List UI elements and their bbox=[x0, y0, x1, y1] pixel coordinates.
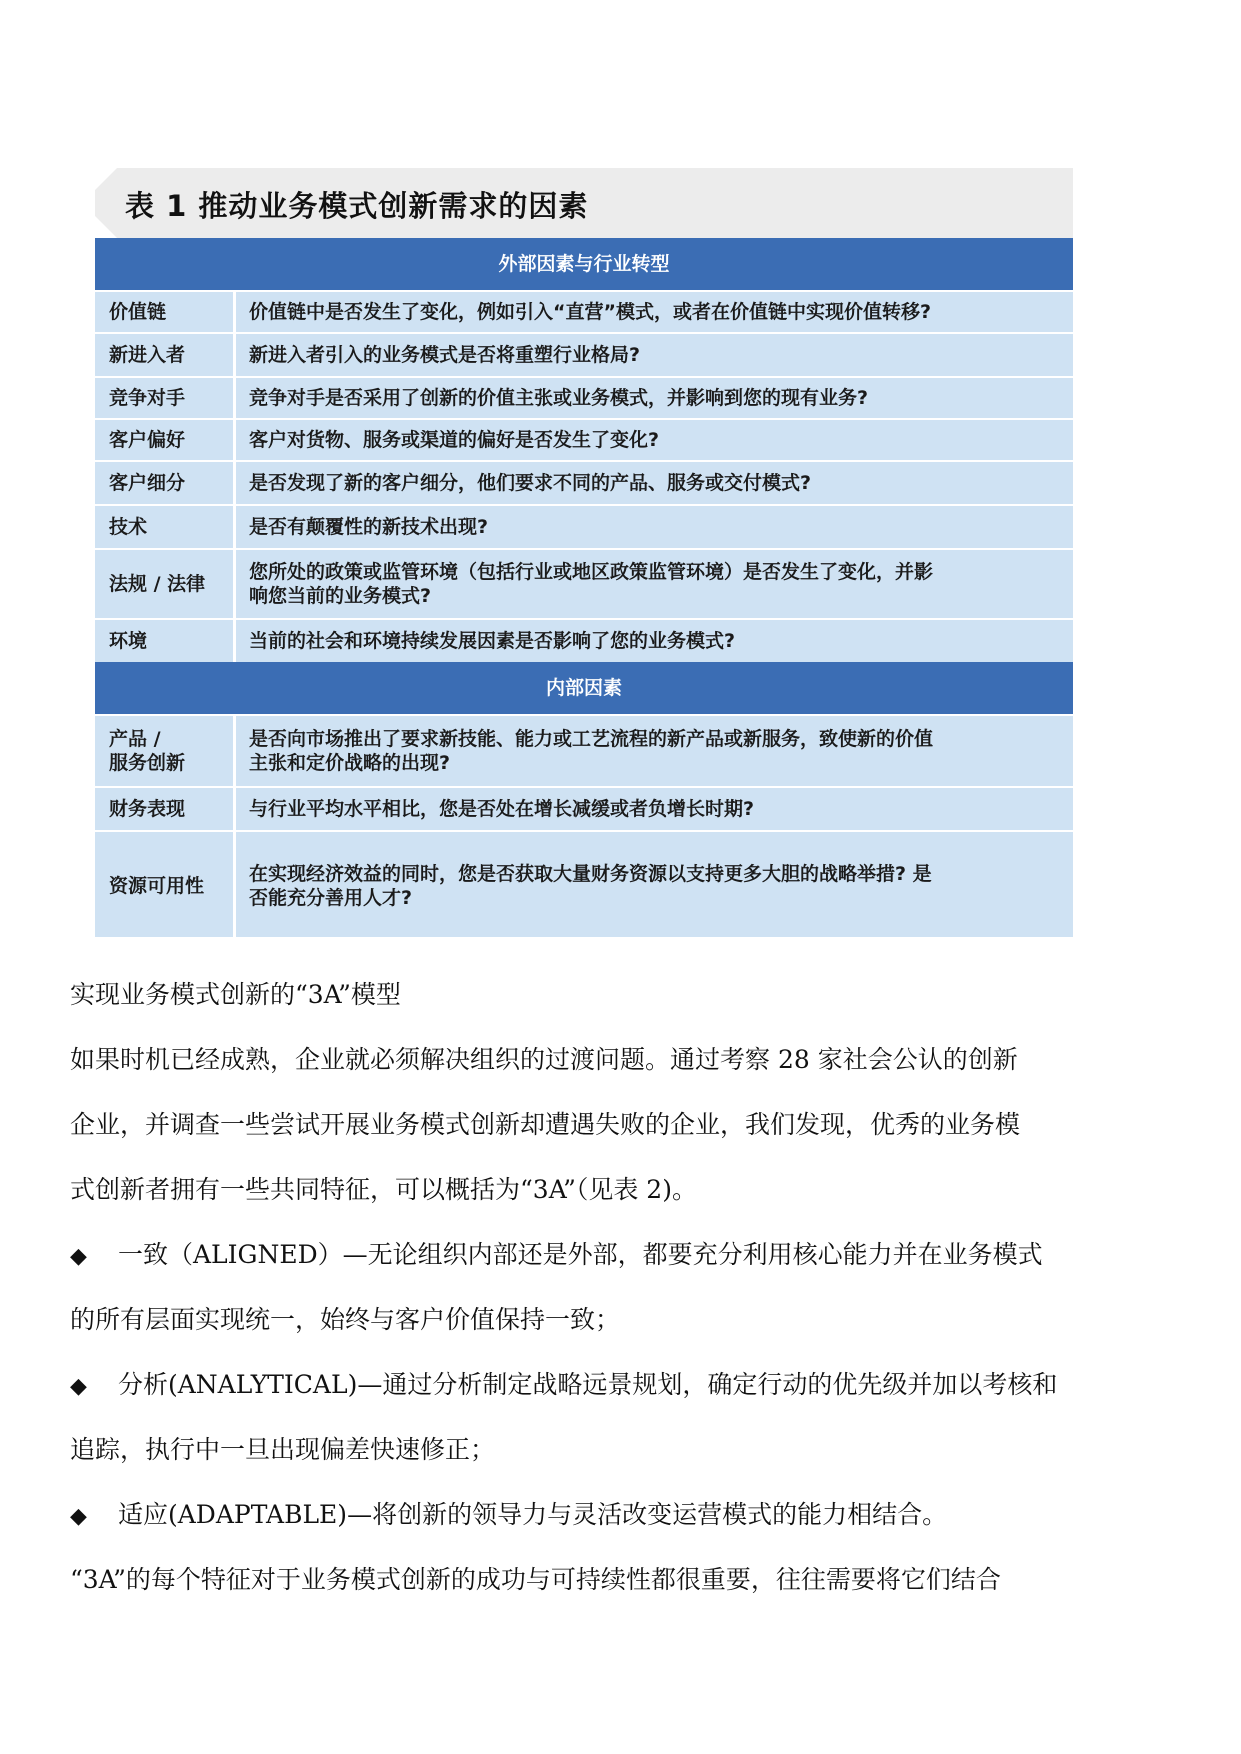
row-desc: 客户对货物、服务或渠道的偏好是否发生了变化? bbox=[249, 429, 660, 451]
diamond-bullet-icon: ◆ bbox=[70, 1504, 87, 1529]
bullet-item bbox=[70, 1500, 1174, 1532]
table-row bbox=[95, 786, 1073, 830]
row-desc-line: 您所处的政策或监管环境（包括行业或地区政策监管环境）是否发生了变化，并影 bbox=[249, 561, 934, 583]
bullet-text: 适应(ADAPTABLE)—将创新的领导力与灵活改变运营模式的能力相结合。 bbox=[118, 1500, 948, 1529]
table-row bbox=[95, 714, 1073, 786]
table-row bbox=[95, 618, 1073, 662]
row-desc: 当前的社会和环境持续发展因素是否影响了您的业务模式? bbox=[249, 630, 736, 652]
row-label: 财务表现 bbox=[95, 788, 236, 830]
table-row bbox=[95, 504, 1073, 548]
row-label: 资源可用性 bbox=[95, 832, 236, 939]
row-label: 技术 bbox=[95, 506, 236, 548]
row-label: 客户细分 bbox=[95, 462, 236, 504]
row-desc: 是否有颠覆性的新技术出现? bbox=[249, 516, 489, 538]
factors-table-figure bbox=[95, 168, 1073, 937]
row-label-line: 服务创新 bbox=[109, 752, 186, 774]
internal-section-header: 内部因素 bbox=[95, 662, 1073, 714]
table-row bbox=[95, 830, 1073, 939]
row-desc: 价值链中是否发生了变化，例如引入“直营”模式，或者在价值链中实现价值转移? bbox=[249, 301, 931, 323]
table-row bbox=[95, 332, 1073, 376]
row-desc-line: 响您当前的业务模式? bbox=[249, 585, 432, 607]
row-desc-line: 主张和定价战略的出现? bbox=[249, 752, 451, 774]
bullet-item bbox=[70, 1240, 1174, 1272]
row-desc-line: 是否向市场推出了要求新技能、能力或工艺流程的新产品或新服务，致使新的价值 bbox=[249, 728, 934, 750]
table-row bbox=[95, 376, 1073, 418]
table-title: 表 1 推动业务模式创新需求的因素 bbox=[125, 189, 589, 223]
row-desc-line: 在实现经济效益的同时，您是否获取大量财务资源以支持更多大胆的战略举措? 是 bbox=[249, 862, 932, 885]
paragraph-line: 如果时机已经成熟，企业就必须解决组织的过渡问题。通过考察 28 家社会公认的创新 bbox=[70, 1045, 1018, 1074]
bullet-continuation: 追踪，执行中一旦出现偏差快速修正； bbox=[70, 1435, 496, 1464]
row-label: 新进入者 bbox=[95, 334, 236, 376]
diamond-bullet-icon: ◆ bbox=[70, 1374, 87, 1399]
row-label: 竞争对手 bbox=[95, 378, 236, 418]
table-row bbox=[95, 290, 1073, 332]
table-row bbox=[95, 460, 1073, 504]
table-row bbox=[95, 418, 1073, 460]
diamond-bullet-icon: ◆ bbox=[70, 1244, 87, 1269]
bullet-continuation: 的所有层面实现统一，始终与客户价值保持一致； bbox=[70, 1305, 621, 1334]
row-label: 价值链 bbox=[95, 292, 236, 332]
row-desc: 与行业平均水平相比，您是否处在增长减缓或者负增长时期? bbox=[249, 798, 755, 820]
bullet-text: 分析(ANALYTICAL)—通过分析制定战略远景规划，确定行动的优先级并加以考核和 bbox=[118, 1370, 1058, 1399]
paragraph-line: “3A”的每个特征对于业务模式创新的成功与可持续性都很重要，往往需要将它们结合 bbox=[70, 1565, 1001, 1594]
bullet-text: 一致（ALIGNED）—无论组织内部还是外部，都要充分利用核心能力并在业务模式 bbox=[118, 1240, 1043, 1269]
table-title-bar bbox=[95, 168, 1073, 238]
row-label-line: 产品 / bbox=[109, 728, 161, 750]
paragraph-line: 式创新者拥有一些共同特征，可以概括为“3A”（见表 2)。 bbox=[70, 1175, 697, 1204]
section-heading: 实现业务模式创新的“3A”模型 bbox=[70, 980, 401, 1009]
table-row bbox=[95, 548, 1073, 618]
bullet-item bbox=[70, 1370, 1174, 1402]
row-desc-line: 否能充分善用人才? bbox=[249, 886, 413, 909]
external-section-header: 外部因素与行业转型 bbox=[95, 238, 1073, 290]
row-label: 环境 bbox=[95, 620, 236, 662]
row-desc: 竞争对手是否采用了创新的价值主张或业务模式，并影响到您的现有业务? bbox=[249, 387, 869, 409]
row-label: 客户偏好 bbox=[95, 420, 236, 460]
row-desc: 是否发现了新的客户细分，他们要求不同的产品、服务或交付模式? bbox=[249, 472, 812, 494]
row-desc: 新进入者引入的业务模式是否将重塑行业格局? bbox=[249, 344, 641, 366]
paragraph-line: 企业，并调查一些尝试开展业务模式创新却遭遇失败的企业，我们发现，优秀的业务模 bbox=[70, 1110, 1021, 1139]
row-label: 法规 / 法律 bbox=[95, 550, 236, 618]
